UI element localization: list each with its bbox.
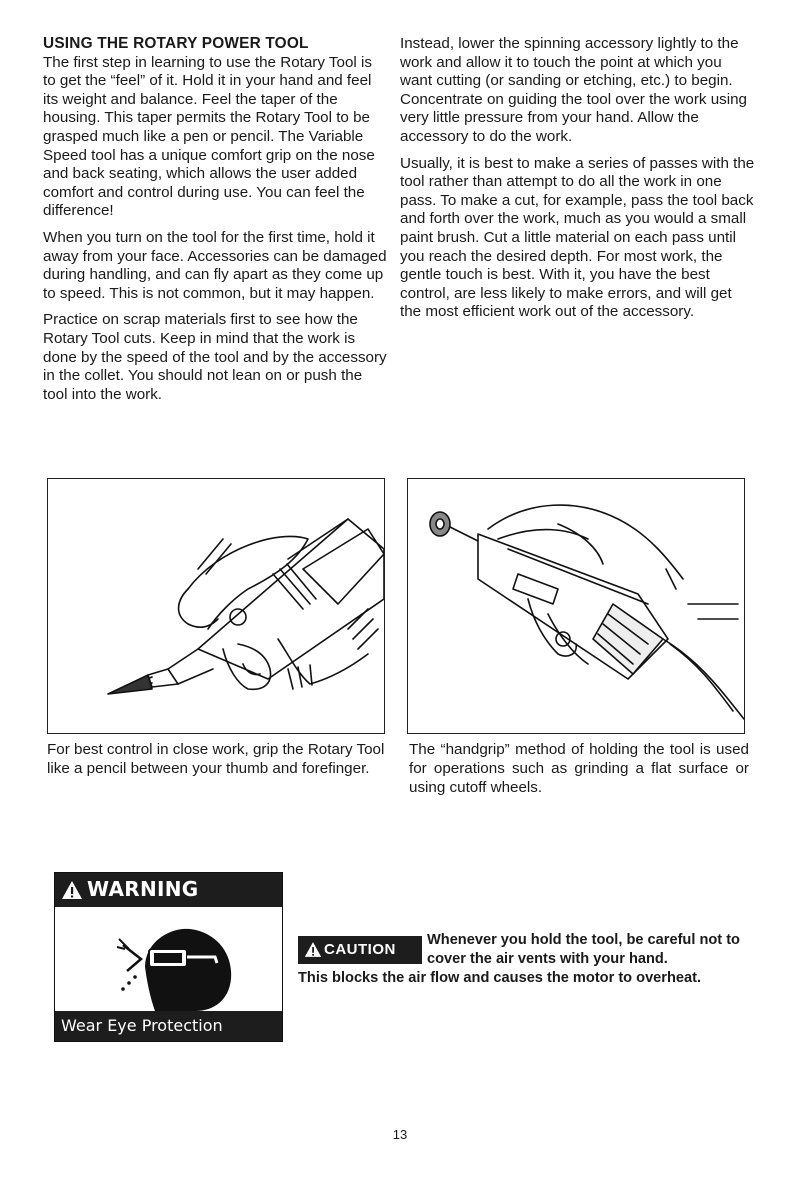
warning-header — [55, 873, 282, 907]
caution-label: CAUTION — [324, 941, 396, 958]
warning-triangle-icon — [61, 880, 83, 900]
paragraph-passes: Usually, it is best to make a series of passes with the tool rather than attempt to do all the work in one pass. To make a cut, for example, pass the tool back and forth over the work, much as you would a small paint brush. Cut a little material on each pass until you reach the desired depth. For most work, the gentle touch is best. With it, you have the best control, are less likely to make errors, and will get the most efficient work out of the accessory. — [400, 154, 755, 321]
warning-title: WARNING — [87, 877, 199, 901]
handgrip-drawing — [408, 479, 744, 733]
page-number: 13 — [392, 1127, 408, 1142]
right-column — [400, 35, 755, 330]
caution-triangle-icon — [304, 941, 322, 958]
warning-subtitle: Wear Eye Protection — [61, 1016, 223, 1035]
paragraph-feel: The first step in learning to use the Rotary Tool is to get the “feel” of it. Hold it in your hand and feel its weight and balance. Feel the taper of the housing. This taper permits the Rotary Tool to be grasped much like a pen or pencil. The Variable Speed tool has a unique comfort grip on the nose and back seating, which allows the user added comfort and control during use. You can feel the difference! — [43, 53, 375, 220]
handgrip-caption: The “handgrip” method of holding the tool is used for operations such as grinding a flat surface or using cutoff wheels. — [409, 741, 749, 796]
caution-badge — [298, 936, 422, 964]
pencil-grip-illustration — [47, 478, 385, 734]
pencil-grip-caption: For best control in close work, grip the Rotary Tool like a pencil between your thumb and forefinger. — [47, 741, 385, 777]
warning-label — [54, 872, 283, 1042]
section-heading: USING THE ROTARY POWER TOOL — [43, 35, 309, 52]
paragraph-lower-tool: Instead, lower the spinning accessory lightly to the work and allow it to touch the point at which you want cutting (or sanding or etching, etc.) to begin. Concentrate on guiding the tool over the work using very little pressure from your hand. Allow the accessory to do the work. — [400, 35, 747, 145]
warning-footer — [55, 1011, 282, 1041]
pencil-grip-drawing — [48, 479, 384, 733]
handgrip-illustration — [407, 478, 745, 734]
paragraph-first-use: When you turn on the tool for the first time, hold it away from your face. Accessories can be damaged during handling, and can fly apart as they come up to speed. This is not common, but it may happen. — [43, 228, 387, 302]
caution-text-line2: This blocks the air flow and causes the motor to overheat. — [298, 970, 702, 986]
eye-protection-icon — [55, 907, 282, 1011]
caution-text-line1: Whenever you hold the tool, be careful not to cover the air vents with your hand. — [427, 932, 740, 967]
paragraph-practice: Practice on scrap materials first to see how the Rotary Tool cuts. Keep in mind that the work is done by the speed of the tool and by the accessory in the collet. You should not lean on or push the tool into the work. — [43, 311, 387, 403]
left-column — [43, 35, 388, 412]
